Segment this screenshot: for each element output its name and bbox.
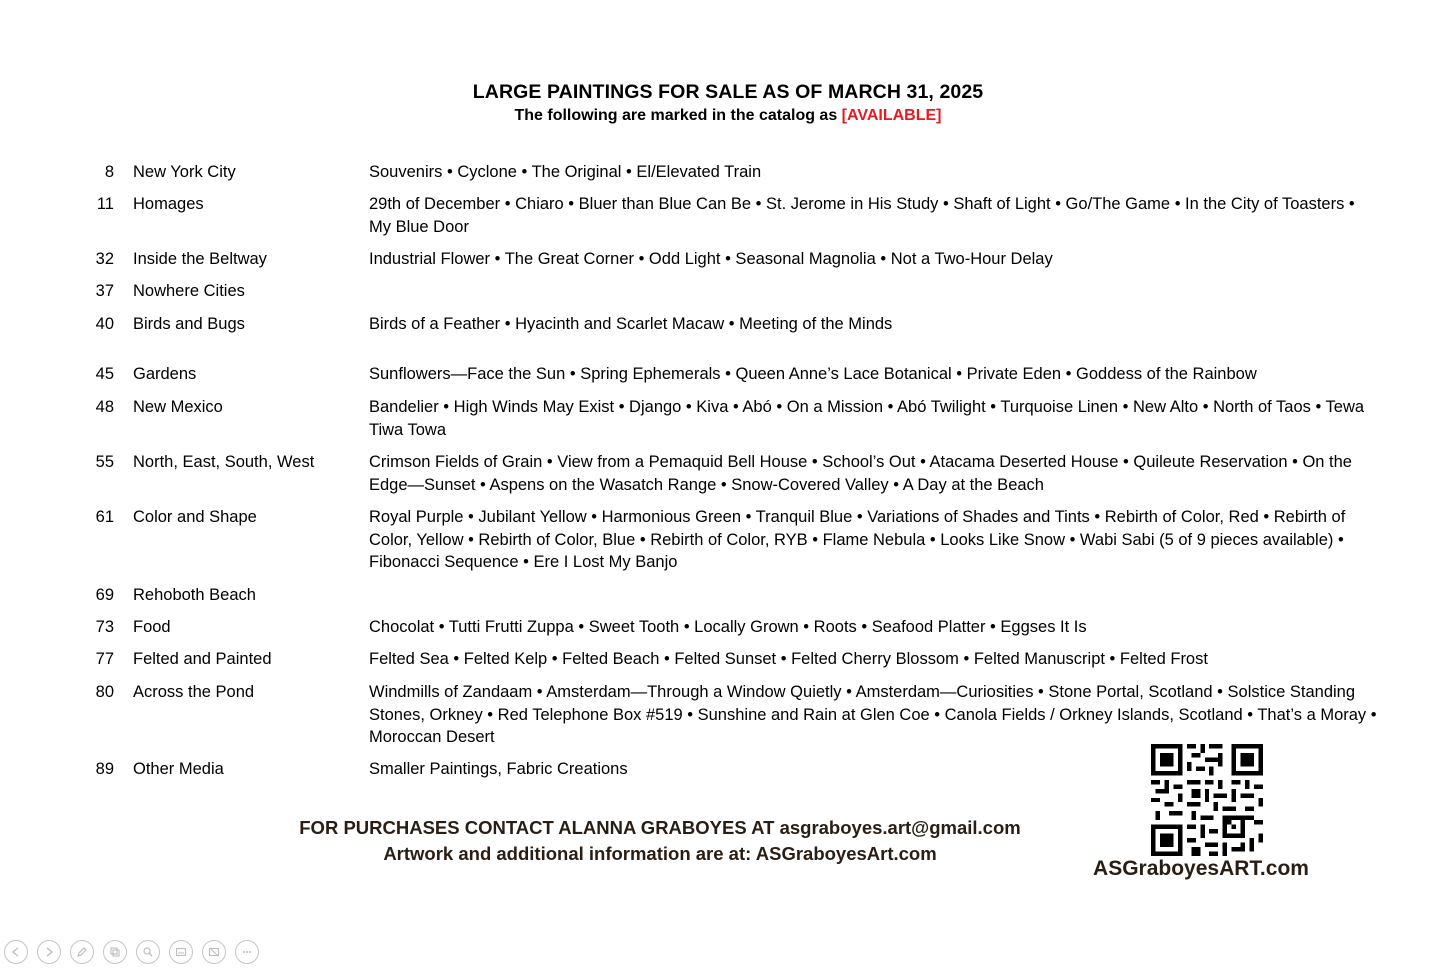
website-info: Artwork and additional information are at: ASGraboyesArt.com bbox=[383, 843, 937, 864]
available-marker: [AVAILABLE] bbox=[841, 107, 942, 124]
section-name: Color and Shape bbox=[133, 508, 257, 526]
qr-code bbox=[1151, 744, 1263, 856]
section-name: Gardens bbox=[133, 365, 197, 383]
section-name: Rehoboth Beach bbox=[133, 586, 256, 604]
page-number: 48 bbox=[95, 398, 114, 416]
purchase-contact: FOR PURCHASES CONTACT ALANNA GRABOYES AT asgraboyes.art@gmail.com bbox=[299, 817, 1021, 838]
page-number: 80 bbox=[95, 683, 114, 701]
page-number: 40 bbox=[95, 315, 114, 333]
works-list: Chocolat • Tutti Frutti Zuppa • Sweet Tooth • Locally Grown • Roots • Seafood Platter • Eggses It Is bbox=[369, 618, 1087, 636]
slideshow-toolbar bbox=[4, 940, 259, 968]
page-number: 61 bbox=[95, 508, 114, 526]
page-number: 11 bbox=[96, 195, 114, 213]
page-number: 32 bbox=[95, 250, 114, 268]
section-name: Homages bbox=[133, 195, 204, 213]
page-title: LARGE PAINTINGS FOR SALE AS OF MARCH 31, 2025 bbox=[472, 81, 984, 103]
works-list: Souvenirs • Cyclone • The Original • El/Elevated Train bbox=[369, 163, 762, 181]
section-name: Other Media bbox=[133, 760, 224, 778]
next-icon[interactable] bbox=[37, 940, 61, 964]
page-number: 45 bbox=[95, 365, 114, 383]
hide-screen-icon[interactable] bbox=[202, 940, 226, 964]
page-number: 69 bbox=[95, 586, 114, 604]
subtitles-icon[interactable] bbox=[169, 940, 193, 964]
qr-caption: ASGraboyesART.com bbox=[1093, 857, 1309, 880]
works-list: Bandelier • High Winds May Exist • Django • Kiva • Abó • On a Mission • Abó Twilight • Turquoise Linen • New Alto • North of Taos • Tewa Tiwa Towa bbox=[369, 398, 1365, 439]
section-name: Inside the Beltway bbox=[133, 250, 267, 268]
page-number: 89 bbox=[95, 760, 114, 778]
slides-icon[interactable] bbox=[103, 940, 127, 964]
more-icon[interactable] bbox=[235, 940, 259, 964]
works-list: Felted Sea • Felted Kelp • Felted Beach • Felted Sunset • Felted Cherry Blossom • Felted Manuscript • Felted Frost bbox=[369, 650, 1208, 668]
section-name: Nowhere Cities bbox=[133, 282, 245, 300]
page-number: 73 bbox=[95, 618, 114, 636]
pen-icon[interactable] bbox=[70, 940, 94, 964]
works-list: Windmills of Zandaam • Amsterdam—Through a Window Quietly • Amsterdam—Curiosities • Stone Portal, Scotland • Solstice Standing Stones, Orkney • Red Telephone Box #519 • Sunshine and Rain at Glen Coe • Canola Fields / Orkney Islands, Scotland • That’s a Moray • Moroccan Desert bbox=[369, 683, 1377, 746]
section-name: Birds and Bugs bbox=[133, 315, 245, 333]
section-name: North, East, South, West bbox=[133, 453, 315, 471]
page-number: 55 bbox=[95, 453, 114, 471]
section-name: Food bbox=[133, 618, 171, 636]
previous-icon[interactable] bbox=[4, 940, 28, 964]
section-name: Across the Pond bbox=[133, 683, 255, 701]
works-list: Birds of a Feather • Hyacinth and Scarlet Macaw • Meeting of the Minds bbox=[369, 315, 893, 333]
works-list: Smaller Paintings, Fabric Creations bbox=[369, 760, 628, 778]
page-number: 37 bbox=[95, 282, 114, 300]
page-number: 77 bbox=[95, 650, 114, 668]
section-name: Felted and Painted bbox=[133, 650, 272, 668]
subtitle-text: The following are marked in the catalog as bbox=[514, 107, 842, 124]
section-name: New York City bbox=[133, 163, 236, 181]
works-list: Sunflowers—Face the Sun • Spring Ephemerals • Queen Anne’s Lace Botanical • Private Eden • Goddess of the Rainbow bbox=[369, 365, 1257, 383]
works-list: Industrial Flower • The Great Corner • Odd Light • Seasonal Magnolia • Not a Two-Hour Delay bbox=[369, 250, 1053, 268]
works-list: 29th of December • Chiaro • Bluer than Blue Can Be • St. Jerome in His Study • Shaft of Light • Go/The Game • In the City of Toasters • My Blue Door bbox=[369, 195, 1355, 236]
zoom-icon[interactable] bbox=[136, 940, 160, 964]
page-number: 8 bbox=[104, 163, 114, 181]
works-list: Crimson Fields of Grain • View from a Pemaquid Bell House • School’s Out • Atacama Deserted House • Quileute Reservation • On the Edge—Sunset • Aspens on the Wasatch Range • Snow-Covered Valley • A Day at the Beach bbox=[369, 453, 1352, 494]
section-name: New Mexico bbox=[133, 398, 223, 416]
works-list: Royal Purple • Jubilant Yellow • Harmonious Green • Tranquil Blue • Variations of Shades and Tints • Rebirth of Color, Red • Rebirth of Color, Yellow • Rebirth of Color, Blue • Rebirth of Color, RYB • Flame Nebula • Looks Like Snow • Wabi Sabi (5 of 9 pieces available) • Fibonacci Sequence • Ere I Lost My Banjo bbox=[369, 508, 1346, 571]
